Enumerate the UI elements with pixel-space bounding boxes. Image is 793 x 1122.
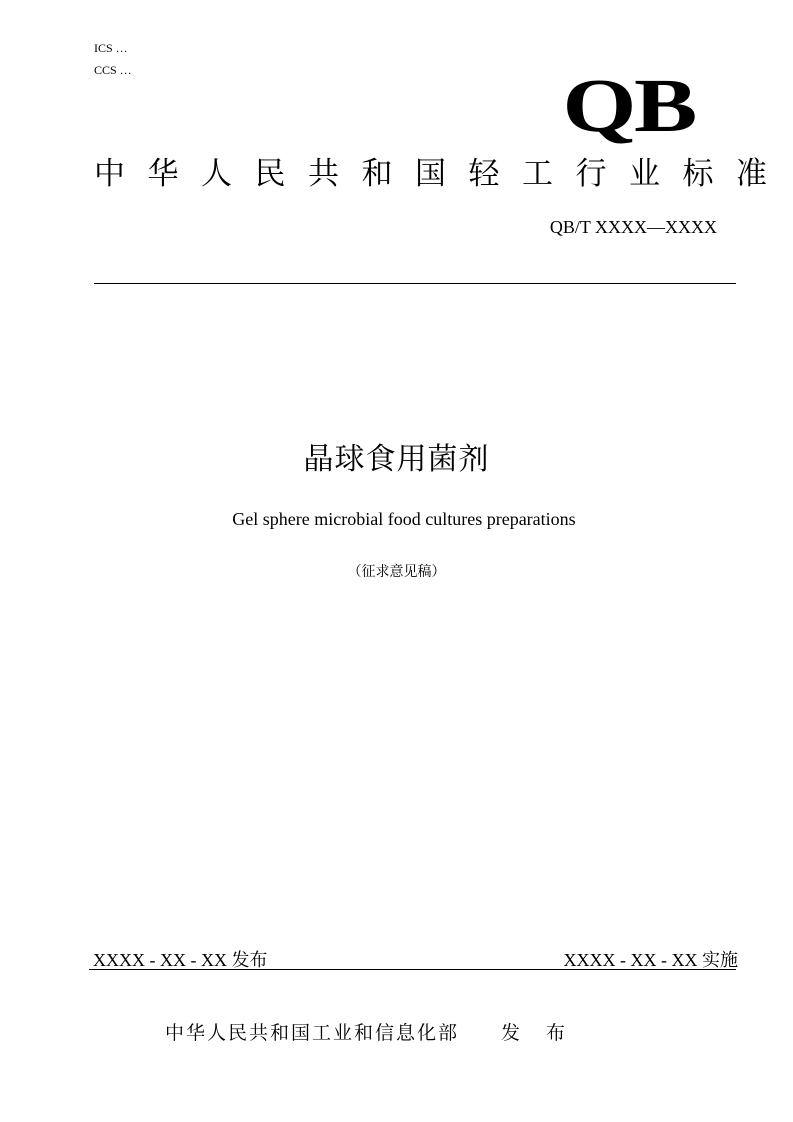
issuer-name: 中华人民共和国工业和信息化部 [165,1022,460,1044]
publish-date: XXXX - XX - XX 发布 [93,950,268,970]
standard-number: QB/T XXXX—XXXX [549,217,717,237]
header-divider [94,283,736,284]
ics-code: ICS … [94,41,128,55]
draft-note: （征求意见稿） [347,564,446,580]
issuer-row [165,1020,575,1046]
issuer-action: 发 布 [501,1022,576,1044]
document-title-cn: 晶球食用菌剂 [303,442,490,477]
ccs-code: CCS … [94,63,132,77]
industry-standard-title: 中华人民共和国轻工行业标准 [94,156,790,192]
footer-divider [89,969,736,970]
qb-logo: QB [562,64,695,148]
document-title-en: Gel sphere microbial food cultures preparations [232,509,576,529]
implementation-date: XXXX - XX - XX 实施 [563,950,738,970]
